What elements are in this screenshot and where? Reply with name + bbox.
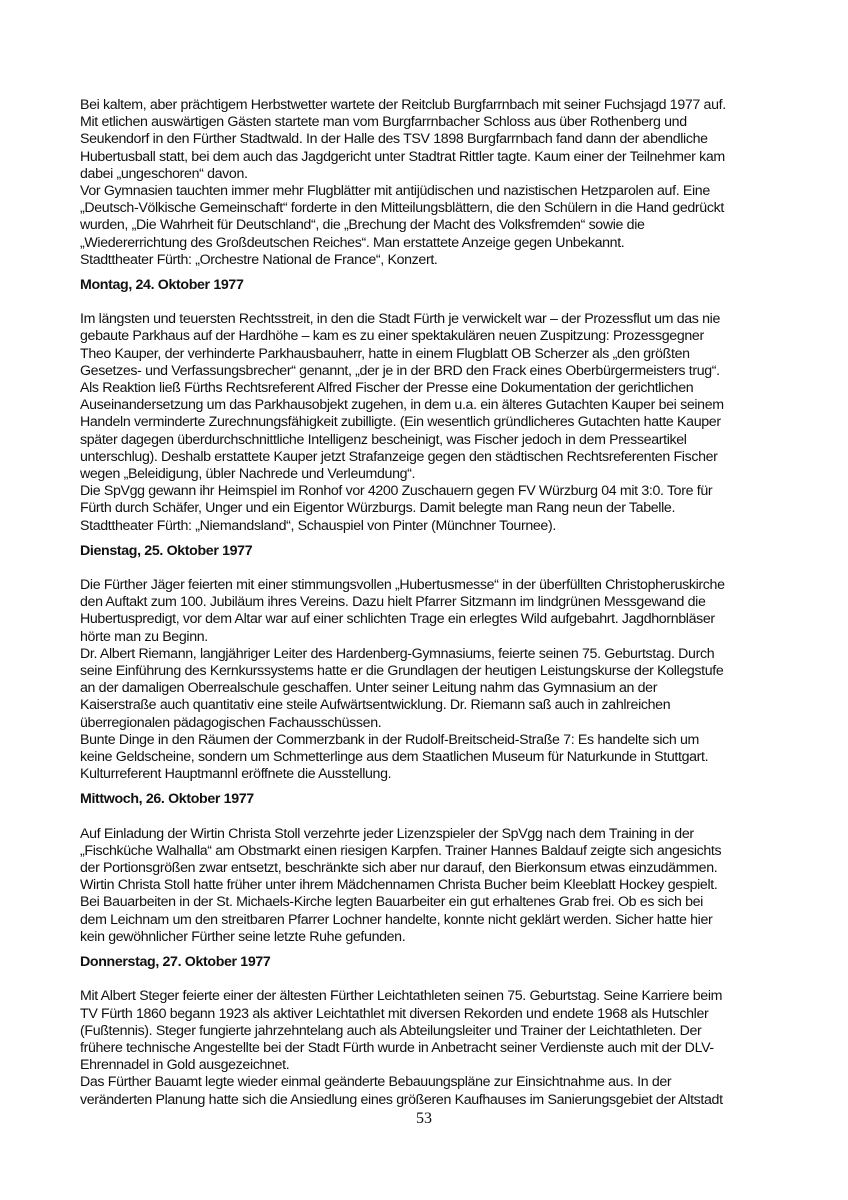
text-line: unterschlug). Deshalb erstattete Kauper jetzt Strafanzeige gegen den städtischen Rechtsreferenten Fischer xyxy=(80,448,718,465)
text-line: überregionalen pädagogischen Fachausschüssen. xyxy=(80,714,382,731)
text-line: hörte man zu Beginn. xyxy=(80,628,208,645)
text-line: Bunte Dinge in den Räumen der Commerzbank in der Rudolf-Breitscheid-Straße 7: Es handelte sich um xyxy=(80,731,700,748)
text-line: Stadttheater Fürth: „Orchestre National de France“, Konzert. xyxy=(80,251,438,268)
text-line: Hubertuspredigt, vor dem Altar war auf einer schlichten Trage ein erlegtes Wild aufgebahrt. Jagdhornbläser xyxy=(80,611,715,628)
page-body xyxy=(80,97,780,1109)
text-line: Das Fürther Bauamt legte wieder einmal geänderte Bebauungspläne zur Einsichtnahme aus. In der xyxy=(80,1074,672,1091)
text-line: Die SpVgg gewann ihr Heimspiel im Ronhof vor 4200 Zuschauern gegen FV Würzburg 04 mit 3:0. Tore für xyxy=(80,483,713,500)
text-line: Im längsten und teuersten Rechtsstreit, in den die Stadt Fürth je verwickelt war – der Prozessflut um das nie xyxy=(80,311,721,328)
text-line: Bei Bauarbeiten in der St. Michaels-Kirche legten Bauarbeiter ein gut erhaltenes Grab frei. Ob es sich bei xyxy=(80,894,703,911)
date-heading: Dienstag, 25. Oktober 1977 xyxy=(80,542,253,559)
spacer xyxy=(80,971,780,988)
day-section xyxy=(80,543,780,784)
text-line: Bei kaltem, aber prächtigem Herbstwetter wartete der Reitclub Burgfarrnbach mit seiner Fuchsjagd 1977 auf. xyxy=(80,97,726,113)
text-line: den Auftakt zum 100. Jubiläum ihres Vereins. Dazu hielt Pfarrer Sitzmann im lindgrünen Messgewand die xyxy=(80,594,706,611)
day-section xyxy=(80,954,780,1109)
text-line: Mit Albert Steger feierte einer der ältesten Fürther Leichtathleten seinen 75. Geburtstag. Seine Karriere beim xyxy=(80,988,723,1005)
text-line: Gesetzes- und Verfassungsbrecher“ genannt, „der je in der BRD den Frack eines Oberbürgermeisters trug“. xyxy=(80,362,720,379)
text-line: kein gewöhnlicher Fürther seine letzte Ruhe gefunden. xyxy=(80,928,406,945)
text-line: dem Leichnam um den streitbaren Pfarrer Lochner handelte, konnte nicht geklärt werden. Sicher hatte hier xyxy=(80,911,713,928)
intro-section xyxy=(80,97,780,269)
text-line: Auseinandersetzung um das Parkhausobjekt zugehen, in dem u.a. ein älteres Gutachten Kauper bei seinem xyxy=(80,397,724,414)
text-line: TV Fürth 1860 begann 1923 als aktiver Leichtathlet mit diversen Rekorden und endete 1968 als Hutschler xyxy=(80,1005,709,1022)
text-line: veränderten Planung hatte sich die Ansiedlung eines größeren Kaufhauses im Sanierungsgebiet der Altstadt xyxy=(80,1091,723,1108)
text-line: an der damaligen Oberrealschule geschaffen. Unter seiner Leitung nahm das Gymnasium an der xyxy=(80,680,658,697)
text-line: Die Fürther Jäger feierten mit einer stimmungsvollen „Hubertusmesse“ in der überfüllten Christopheruskirche xyxy=(80,577,725,594)
text-line: Wirtin Christa Stoll hatte früher unter ihrem Mädchennamen Christa Bucher beim Kleeblatt Hockey gespielt. xyxy=(80,877,718,894)
text-line: Seukendorf in den Fürther Stadtwald. In der Halle des TSV 1898 Burgfarrnbach fand dann der abendliche xyxy=(80,131,708,148)
text-line: Kaiserstraße auch quantitativ eine steile Aufwärtsentwicklung. Dr. Riemann saß auch in zahlreichen xyxy=(80,697,671,714)
text-line: Vor Gymnasien tauchten immer mehr Flugblätter mit antijüdischen und nazistischen Hetzparolen auf. Eine xyxy=(80,182,710,199)
text-line: Theo Kauper, der verhinderte Parkhausbauherr, hatte in einem Flugblatt OB Scherzer als „den größten xyxy=(80,345,690,362)
text-line: (Fußtennis). Steger fungierte jahrzehntelang auch als Abteilungsleiter und Trainer der Leichtathleten. Der xyxy=(80,1022,702,1039)
text-line: Mit etlichen auswärtigen Gästen startete man vom Burgfarrnbacher Schloss aus über Rothenberg und xyxy=(80,114,687,131)
text-line: dabei „ungeschoren“ davon. xyxy=(80,165,248,182)
text-line: wegen „Beleidigung, übler Nachrede und Verleumdung“. xyxy=(80,465,416,482)
text-line: wurden, „Die Wahrheit für Deutschland“, die „Brechung der Macht des Volksfremden“ sowie die xyxy=(80,217,645,234)
day-section xyxy=(80,277,780,535)
text-line: frühere technische Angestellte bei der Stadt Fürth wurde in Anbetracht seiner Verdienste auch mit der DLV- xyxy=(80,1039,714,1056)
date-heading: Mittwoch, 26. Oktober 1977 xyxy=(80,791,254,808)
spacer xyxy=(80,294,780,311)
date-heading: Montag, 24. Oktober 1977 xyxy=(80,276,244,293)
text-line: Kulturreferent Hauptmannl eröffnete die Ausstellung. xyxy=(80,766,392,783)
text-line: Als Reaktion ließ Fürths Rechtsreferent Alfred Fischer der Presse eine Dokumentation der gerichtlichen xyxy=(80,380,694,396)
page-number: 53 xyxy=(416,1110,432,1127)
text-line: Fürth durch Schäfer, Unger und ein Eigentor Würzburgs. Damit belegte man Rang neun der Tabelle. xyxy=(80,500,676,517)
text-line: gebaute Parkhaus auf der Hardhöhe – kam es zu einer spektakulären neuen Zuspitzung: Prozessgegner xyxy=(80,328,704,345)
spacer xyxy=(80,809,780,826)
text-line: später dagegen überdurchschnittliche Intelligenz bescheinigt, was Fischer jedoch in dem Presseartikel xyxy=(80,431,687,448)
text-line: Hubertusball statt, bei dem auch das Jagdgericht unter Stadtrat Rittler tagte. Kaum einer der Teilnehmer kam xyxy=(80,148,725,165)
day-section xyxy=(80,791,780,946)
text-line: „Deutsch-Völkische Gemeinschaft“ forderte in den Mitteilungsblättern, die den Schülern in die Hand gedrückt xyxy=(80,200,724,217)
text-line: „Fischküche Walhalla“ am Obstmarkt einen riesigen Karpfen. Trainer Hannes Baldauf zeigte sich angesichts xyxy=(80,842,722,859)
text-line: Dr. Albert Riemann, langjähriger Leiter des Hardenberg-Gymnasiums, feierte seinen 75. Geburtstag. Durch xyxy=(80,645,715,662)
text-line: seine Einführung des Kernkurssystems hatte er die Grundlagen der heutigen Leistungskurse der Kollegstufe xyxy=(80,663,724,679)
text-line: „Wiedererrichtung des Großdeutschen Reiches“. Man erstattete Anzeige gegen Unbekannt. xyxy=(80,234,625,251)
text-line: Auf Einladung der Wirtin Christa Stoll verzehrte jeder Lizenzspieler der SpVgg nach dem Training in der xyxy=(80,825,694,842)
text-line: der Portionsgrößen zwar entsetzt, beschränkte sich aber nur darauf, den Bierkonsum etwas einzudämmen. xyxy=(80,860,718,877)
text-line: Ehrennadel in Gold ausgezeichnet. xyxy=(80,1057,290,1074)
text-line: Handeln verminderte Zurechnungsfähigkeit zubilligte. (Ein wesentlich gründlicheres Gutachten hatte Kauper xyxy=(80,414,721,431)
text-line: Stadttheater Fürth: „Niemandsland“, Schauspiel von Pinter (Münchner Tournee). xyxy=(80,517,556,534)
date-heading: Donnerstag, 27. Oktober 1977 xyxy=(80,954,271,970)
text-line: keine Geldscheine, sondern um Schmetterlinge aus dem Staatlichen Museum für Naturkunde in Stuttgart. xyxy=(80,748,709,765)
spacer xyxy=(80,560,780,577)
